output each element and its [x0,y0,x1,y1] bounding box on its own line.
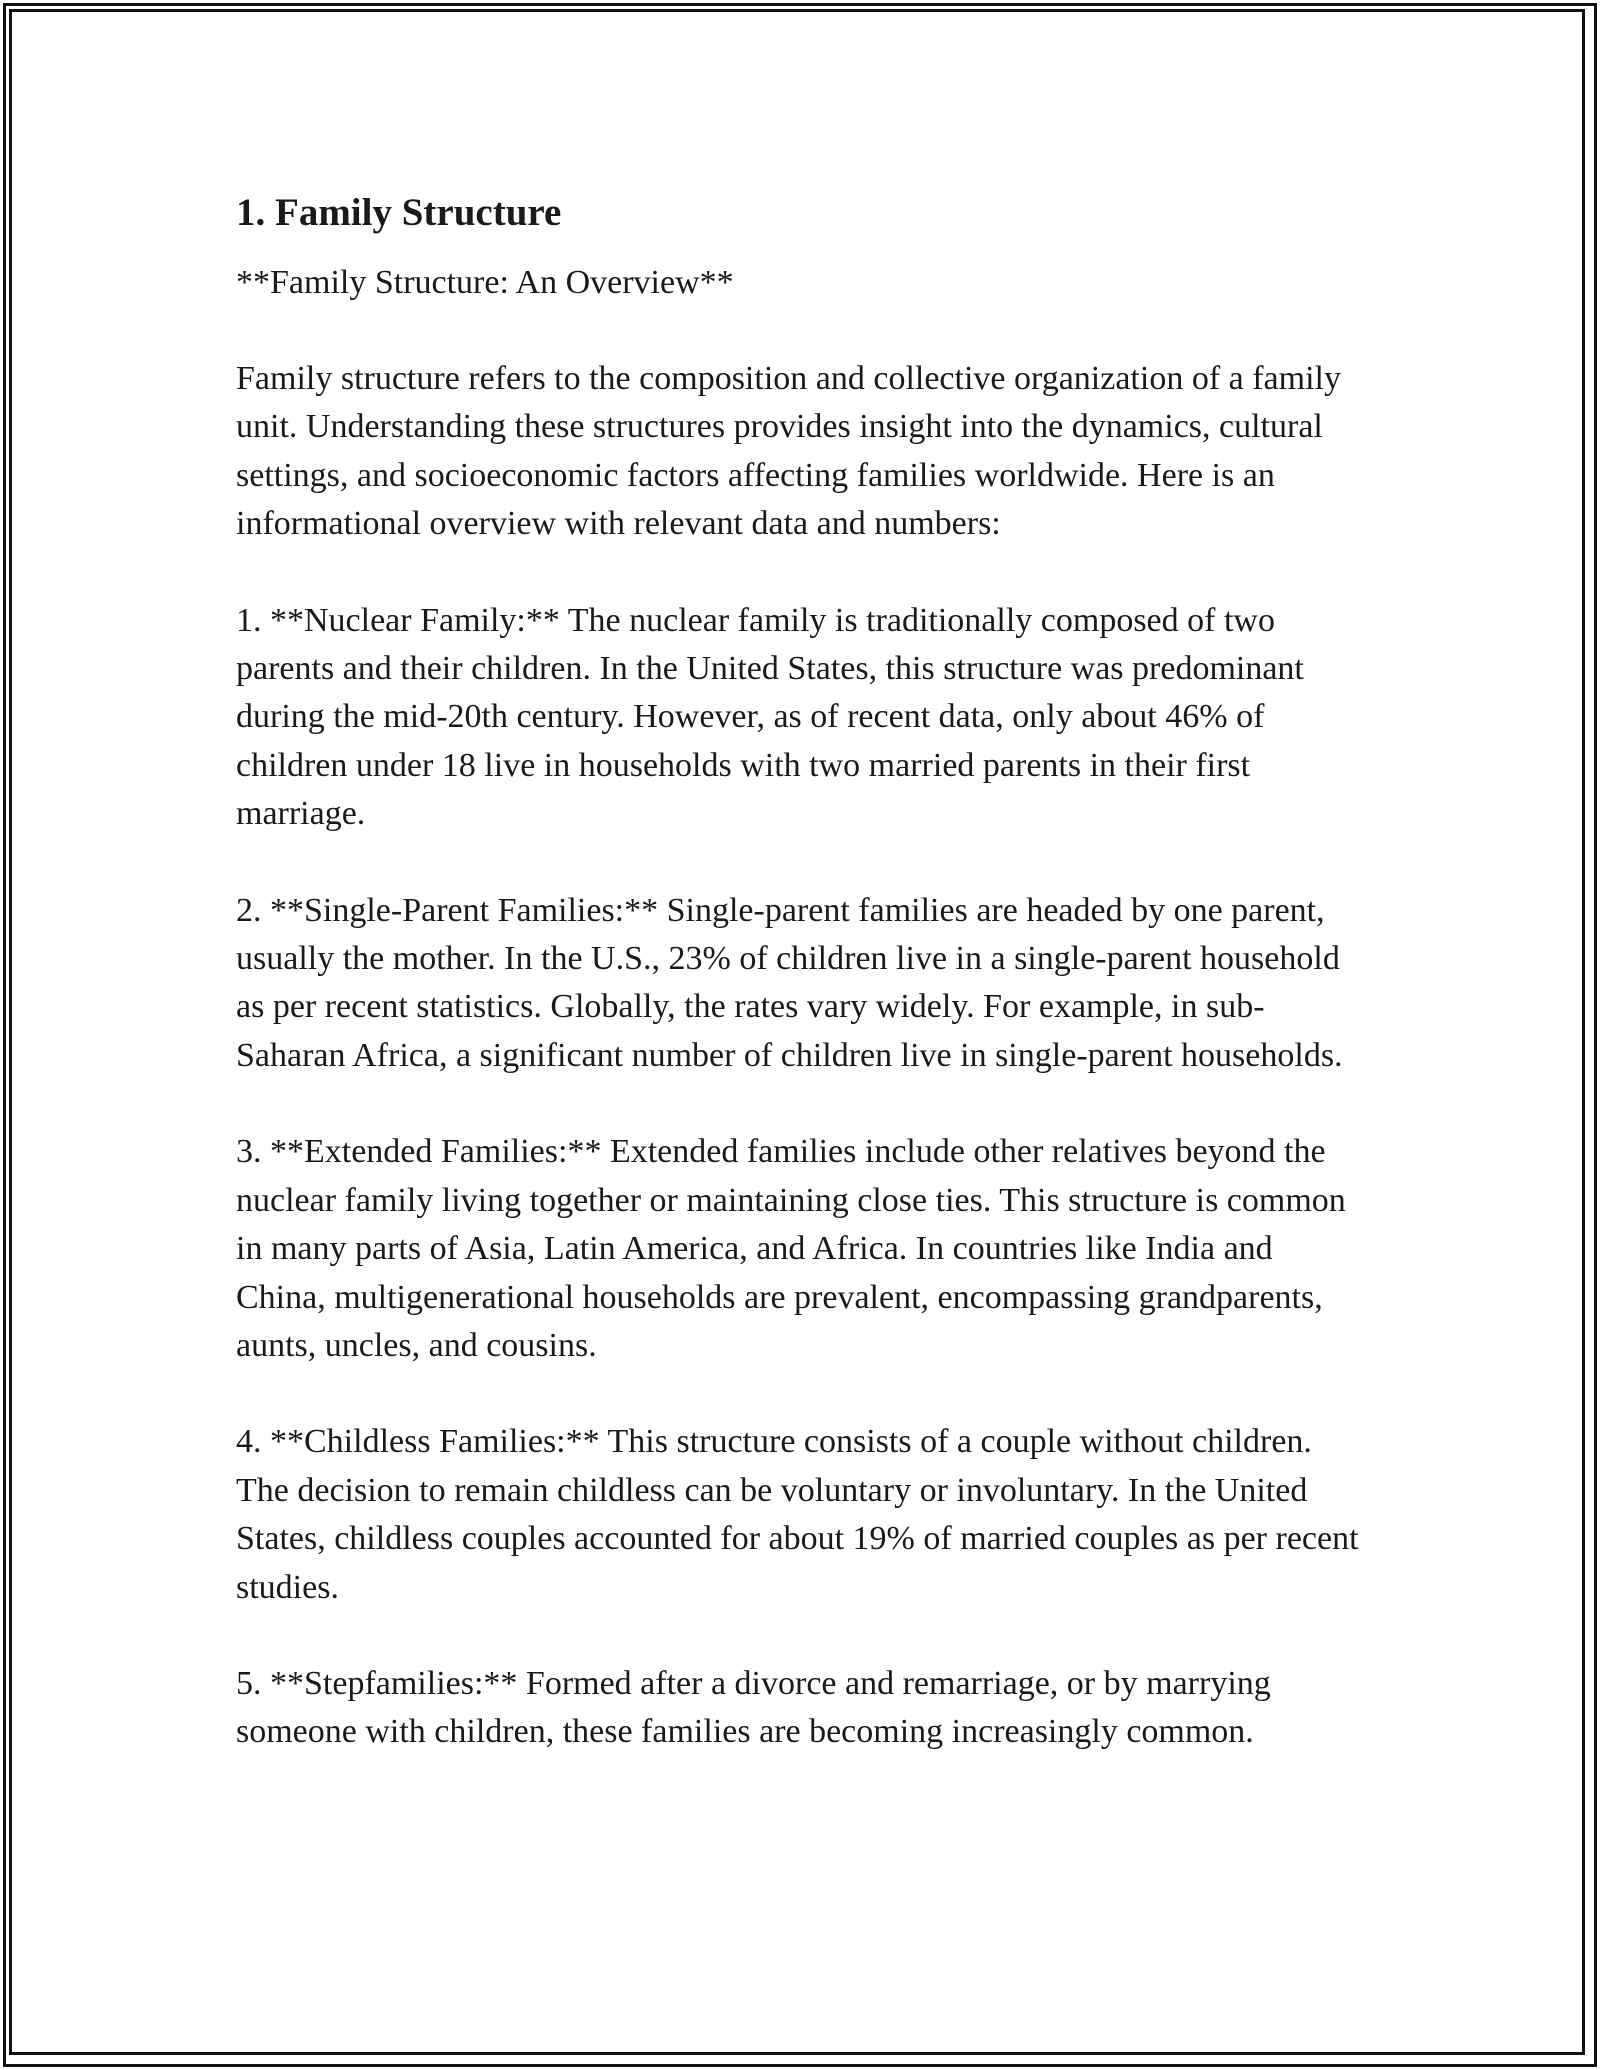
childless-families-paragraph: 4. **Childless Families:** This structure consists of a couple without children. The decision to remain childless can be voluntary or involuntary. In the United States, childless couples accounted for about 19% of married couples as per recent studies. [236,1423,1359,1606]
stepfamilies-paragraph: 5. **Stepfamilies:** Formed after a divorce and remarriage, or by marrying someone with children, these families are becoming increasingly common. [236,1664,1271,1751]
extended-families-paragraph: 3. **Extended Families:** Extended families include other relatives beyond the nuclear family living together or maintaining close ties. This structure is common in many parts of Asia, Latin America, and Africa. In countries like India and China, multigenerational households are prevalent, encompassing grandparents, aunts, uncles, and cousins. [236,1133,1346,1364]
intro-paragraph: Family structure refers to the composition and collective organization of a family unit. Understanding these structures provides insight into the dynamics, cultural settings, and socioeconomic factors affecting families worldwide. Here is an informational overview with relevant data and numbers: [236,360,1341,543]
document-body [236,185,1366,1757]
single-parent-paragraph: 2. **Single-Parent Families:** Single-parent families are headed by one parent, usually the mother. In the U.S., 23% of children live in a single-parent household as per recent statistics. Globally, the rates vary widely. For example, in sub-Saharan Africa, a significant number of children live in single-parent households. [236,891,1343,1074]
section-heading: 1. Family Structure [236,191,562,234]
nuclear-family-paragraph: 1. **Nuclear Family:** The nuclear family is traditionally composed of two parents and their children. In the United States, this structure was predominant during the mid-20th century. However, as of recent data, only about 46% of children under 18 live in households with two married parents in their first marriage. [236,601,1304,833]
overview-subtitle: **Family Structure: An Overview** [236,264,734,301]
